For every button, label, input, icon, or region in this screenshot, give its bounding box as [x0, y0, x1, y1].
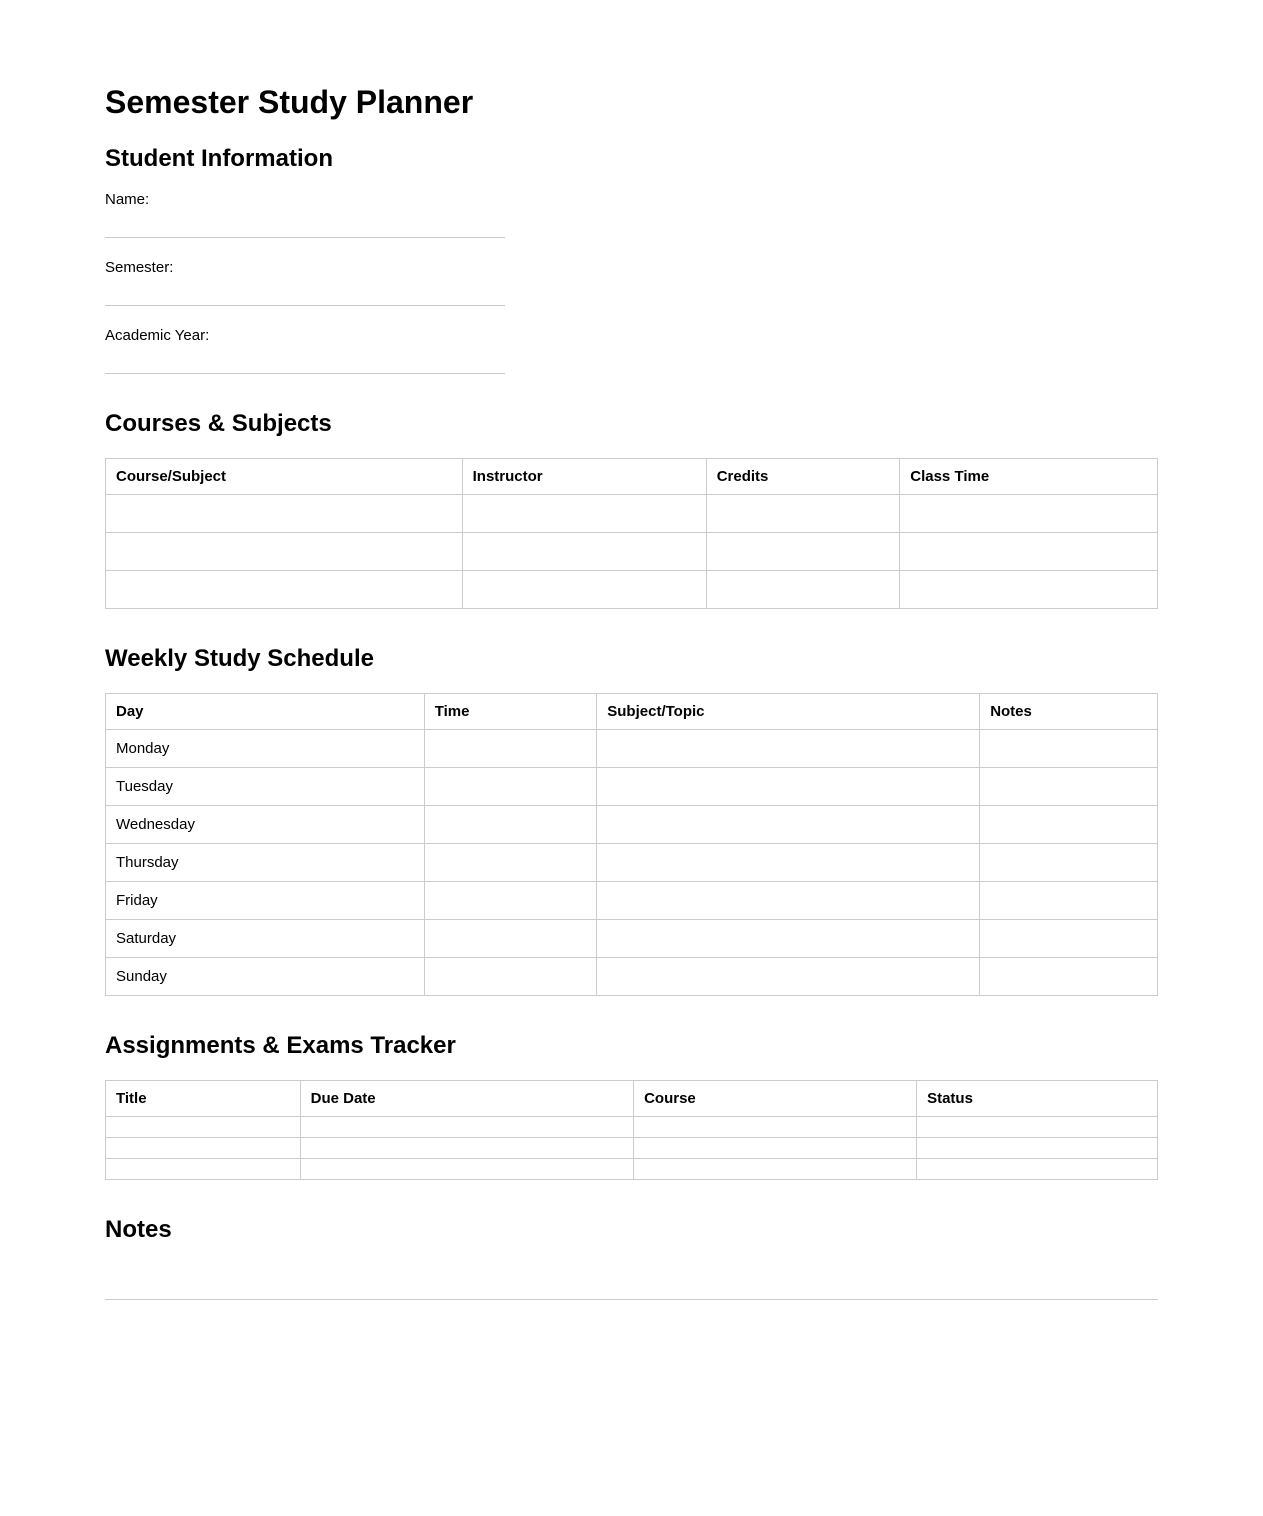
empty-cell — [462, 533, 706, 571]
empty-cell — [424, 920, 597, 958]
empty-cell — [597, 806, 980, 844]
student-info-section — [105, 145, 1158, 374]
empty-cell — [980, 730, 1158, 768]
courses-col-course-subject: Course/Subject — [106, 459, 463, 495]
name-field — [105, 191, 1158, 238]
empty-cell — [462, 495, 706, 533]
day-cell: Monday — [106, 730, 425, 768]
empty-cell — [980, 806, 1158, 844]
academic-year-field-label: Academic Year: — [105, 327, 210, 344]
empty-cell — [106, 1159, 301, 1180]
empty-cell — [106, 1138, 301, 1159]
courses-col-credits: Credits — [706, 459, 900, 495]
courses-empty-row — [106, 571, 1158, 609]
tracker-col-course: Course — [634, 1081, 917, 1117]
notes-section — [105, 1216, 1158, 1300]
page-title: Semester Study Planner — [105, 84, 474, 120]
schedule-row-monday — [106, 730, 1158, 768]
empty-cell — [424, 844, 597, 882]
schedule-heading: Weekly Study Schedule — [105, 645, 374, 672]
courses-section — [105, 410, 1158, 609]
schedule-header-row — [106, 694, 1158, 730]
empty-cell — [634, 1138, 917, 1159]
empty-cell — [597, 844, 980, 882]
empty-cell — [980, 920, 1158, 958]
courses-header-row — [106, 459, 1158, 495]
empty-cell — [106, 571, 463, 609]
empty-cell — [706, 495, 900, 533]
student-info-heading: Student Information — [105, 145, 333, 172]
day-cell: Sunday — [106, 958, 425, 996]
empty-cell — [900, 533, 1158, 571]
schedule-col-day: Day — [106, 694, 425, 730]
tracker-empty-row — [106, 1117, 1158, 1138]
schedule-row-wednesday — [106, 806, 1158, 844]
day-cell: Tuesday — [106, 768, 425, 806]
empty-cell — [917, 1117, 1158, 1138]
empty-cell — [706, 571, 900, 609]
empty-cell — [106, 533, 463, 571]
schedule-col-subject-topic: Subject/Topic — [597, 694, 980, 730]
courses-empty-row — [106, 533, 1158, 571]
schedule-row-thursday — [106, 844, 1158, 882]
schedule-col-time: Time — [424, 694, 597, 730]
schedule-table — [105, 693, 1158, 996]
tracker-table — [105, 1080, 1158, 1180]
courses-col-instructor: Instructor — [462, 459, 706, 495]
notes-blank — [105, 1244, 1158, 1300]
empty-cell — [300, 1159, 633, 1180]
day-cell: Friday — [106, 882, 425, 920]
schedule-row-friday — [106, 882, 1158, 920]
semester-field-label: Semester: — [105, 259, 174, 276]
tracker-col-title: Title — [106, 1081, 301, 1117]
courses-heading: Courses & Subjects — [105, 410, 332, 437]
empty-cell — [300, 1117, 633, 1138]
empty-cell — [424, 730, 597, 768]
semester-field-blank — [105, 277, 505, 306]
empty-cell — [597, 730, 980, 768]
student-info-fields — [105, 191, 1158, 374]
notes-heading: Notes — [105, 1216, 172, 1243]
empty-cell — [597, 882, 980, 920]
day-cell: Saturday — [106, 920, 425, 958]
empty-cell — [424, 768, 597, 806]
empty-cell — [462, 571, 706, 609]
day-cell: Thursday — [106, 844, 425, 882]
empty-cell — [597, 920, 980, 958]
empty-cell — [900, 571, 1158, 609]
tracker-heading: Assignments & Exams Tracker — [105, 1032, 456, 1059]
empty-cell — [424, 882, 597, 920]
academic-year-field — [105, 327, 1158, 374]
empty-cell — [980, 958, 1158, 996]
schedule-row-tuesday — [106, 768, 1158, 806]
empty-cell — [634, 1159, 917, 1180]
empty-cell — [300, 1138, 633, 1159]
academic-year-field-blank — [105, 345, 505, 374]
schedule-section — [105, 645, 1158, 996]
schedule-col-notes: Notes — [980, 694, 1158, 730]
tracker-col-due-date: Due Date — [300, 1081, 633, 1117]
empty-cell — [980, 844, 1158, 882]
empty-cell — [597, 958, 980, 996]
semester-field — [105, 259, 1158, 306]
empty-cell — [424, 958, 597, 996]
empty-cell — [706, 533, 900, 571]
tracker-header-row — [106, 1081, 1158, 1117]
courses-col-class-time: Class Time — [900, 459, 1158, 495]
courses-empty-row — [106, 495, 1158, 533]
empty-cell — [917, 1138, 1158, 1159]
tracker-empty-row — [106, 1159, 1158, 1180]
empty-cell — [597, 768, 980, 806]
day-cell: Wednesday — [106, 806, 425, 844]
courses-table — [105, 458, 1158, 609]
empty-cell — [424, 806, 597, 844]
name-field-blank — [105, 209, 505, 238]
tracker-col-status: Status — [917, 1081, 1158, 1117]
tracker-empty-row — [106, 1138, 1158, 1159]
empty-cell — [634, 1117, 917, 1138]
empty-cell — [917, 1159, 1158, 1180]
empty-cell — [980, 882, 1158, 920]
empty-cell — [106, 1117, 301, 1138]
schedule-row-sunday — [106, 958, 1158, 996]
empty-cell — [900, 495, 1158, 533]
name-field-label: Name: — [105, 191, 150, 208]
empty-cell — [980, 768, 1158, 806]
schedule-row-saturday — [106, 920, 1158, 958]
empty-cell — [106, 495, 463, 533]
tracker-section — [105, 1032, 1158, 1180]
